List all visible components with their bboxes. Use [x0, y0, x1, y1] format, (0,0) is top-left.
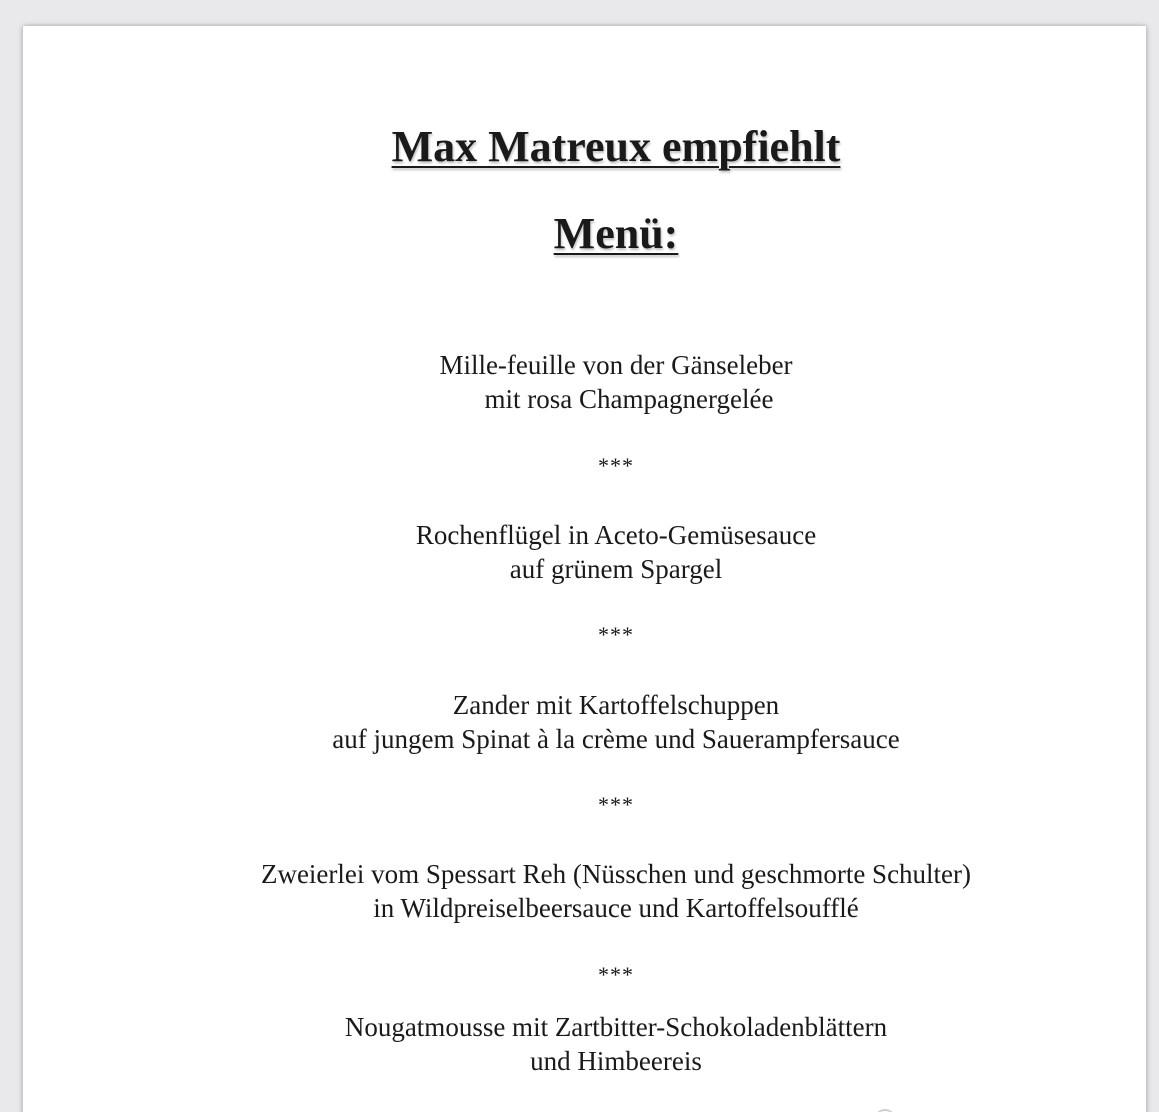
page-title: Max Matreux empfiehlt [391, 122, 841, 171]
course-1-line-1: Mille-feuille von der Gänseleber [439, 350, 793, 380]
course-1-line-2: mit rosa Champagnergelée [484, 384, 774, 414]
course-5 [23, 1010, 1159, 1078]
course-separator: *** [598, 792, 634, 817]
menu-heading: Menü: [553, 209, 679, 258]
course-5-line-1: Nougatmousse mit Zartbitter-Schokoladenblättern [344, 1012, 888, 1042]
course-2-line-1: Rochenflügel in Aceto-Gemüsesauce [415, 520, 817, 550]
course-1 [23, 348, 1159, 416]
course-3-line-2: auf jungem Spinat à la crème und Sauerampfersauce [332, 724, 900, 754]
course-separator: *** [598, 453, 634, 478]
course-separator: *** [598, 622, 634, 647]
course-4 [23, 857, 1159, 925]
course-3-line-1: Zander mit Kartoffelschuppen [452, 690, 780, 720]
course-3 [23, 688, 1159, 756]
course-2 [23, 518, 1159, 586]
course-5-line-2: und Himbeereis [530, 1046, 702, 1076]
course-separator: *** [598, 962, 634, 987]
course-4-line-1: Zweierlei vom Spessart Reh (Nüsschen und geschmorte Schulter) [260, 859, 972, 889]
course-4-line-2: in Wildpreiselbeersauce und Kartoffelsoufflé [373, 893, 859, 923]
document-page [23, 26, 1146, 1112]
course-2-line-2: auf grünem Spargel [509, 554, 723, 584]
